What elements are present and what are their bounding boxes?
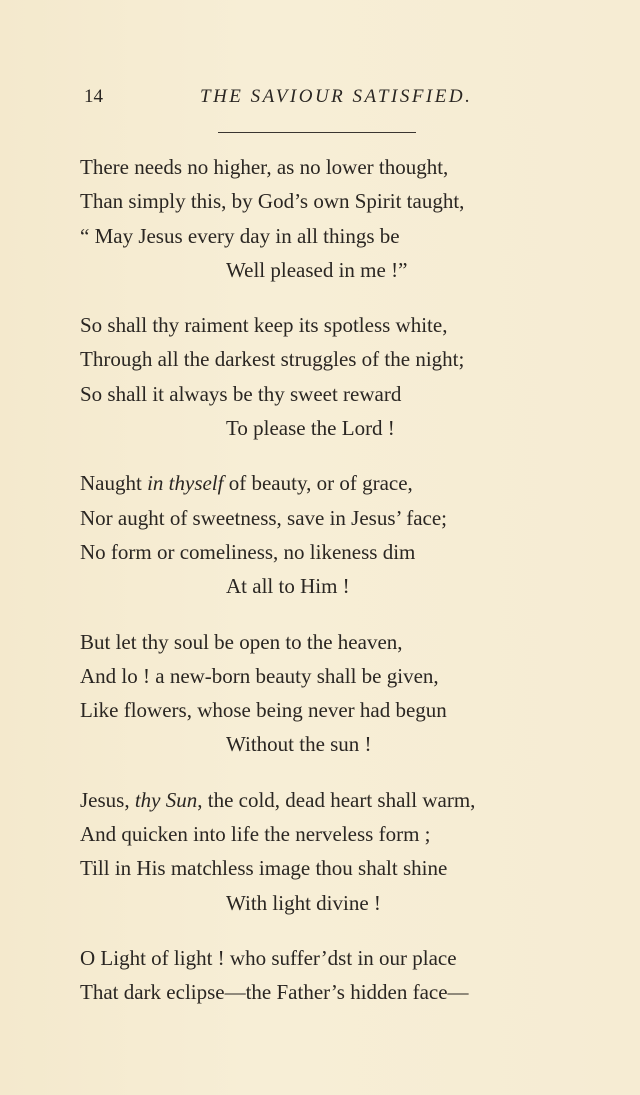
poem bbox=[80, 150, 600, 1031]
poem-line: And quicken into life the nerveless form ; bbox=[80, 822, 431, 847]
poem-line: So shall it always be thy sweet reward bbox=[80, 381, 402, 406]
poem-line: There needs no higher, as no lower thought, bbox=[80, 155, 449, 179]
emphasis-text: in thyself bbox=[147, 471, 224, 496]
poem-line: O Light of light ! who suffer’dst in our place bbox=[80, 945, 457, 970]
poem-line: “ May Jesus every day in all things be bbox=[80, 223, 400, 248]
poem-line: No form or comeliness, no likeness dim bbox=[80, 539, 416, 564]
poem-refrain-line: Without the sun ! bbox=[226, 732, 372, 757]
line-text: Naught bbox=[80, 471, 148, 496]
line-text: of beauty, or of grace, bbox=[223, 471, 413, 496]
stanza bbox=[80, 783, 600, 920]
line-text: , the cold, dead heart shall warm, bbox=[197, 787, 476, 812]
poem-line bbox=[80, 783, 600, 817]
stanza bbox=[80, 150, 600, 287]
stanza bbox=[80, 308, 600, 445]
poem-line: Than simply this, by God’s own Spirit taught, bbox=[80, 189, 465, 214]
poem-line: So shall thy raiment keep its spotless white, bbox=[80, 313, 448, 338]
header-rule bbox=[218, 132, 416, 133]
page-number: 14 bbox=[84, 86, 103, 107]
running-title: THE SAVIOUR SATISFIED. bbox=[200, 86, 473, 107]
poem-refrain-line: Well pleased in me !” bbox=[226, 257, 408, 282]
stanza bbox=[80, 625, 600, 762]
poem-line: Till in His matchless image thou shalt shine bbox=[80, 856, 448, 881]
poem-line: Like flowers, whose being never had begun bbox=[80, 698, 447, 723]
stanza bbox=[80, 941, 600, 1010]
poem-line: And lo ! a new-born beauty shall be given, bbox=[80, 663, 439, 688]
poem-line: But let thy soul be open to the heaven, bbox=[80, 629, 403, 654]
poem-refrain-line: At all to Him ! bbox=[226, 574, 350, 599]
poem-line: Through all the darkest struggles of the night; bbox=[80, 347, 465, 372]
poem-refrain-line: With light divine ! bbox=[226, 890, 381, 915]
poem-refrain-line: To please the Lord ! bbox=[226, 416, 395, 441]
poem-line: Nor aught of sweetness, save in Jesus’ face; bbox=[80, 505, 447, 530]
emphasis-text: thy Sun bbox=[134, 787, 198, 812]
poem-line: That dark eclipse—the Father’s hidden face— bbox=[80, 980, 469, 1005]
stanza bbox=[80, 466, 600, 603]
line-text: Jesus, bbox=[80, 787, 135, 812]
poem-line bbox=[80, 466, 600, 500]
